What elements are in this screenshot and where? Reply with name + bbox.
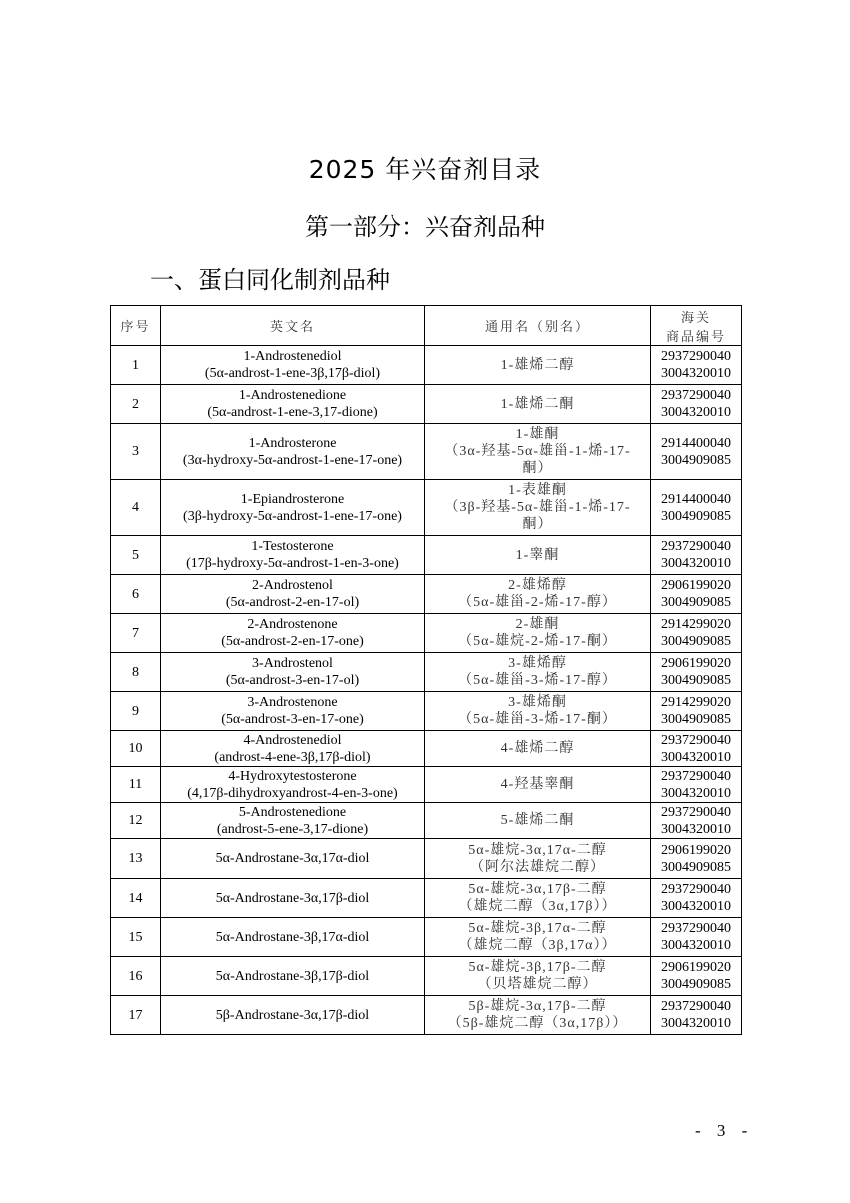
common-name-cell [425, 839, 651, 879]
english-name-cell-line: 5-Androstenedione [238, 804, 347, 820]
serial-number-cell: 8 [111, 653, 161, 692]
common-name-cell-line: 5β-雄烷-3α,17β-二醇 [468, 999, 607, 1014]
common-name-cell-line: 2-雄烯醇 [508, 578, 567, 593]
serial-number-cell: 4 [111, 480, 161, 536]
table-header-row [111, 306, 742, 346]
common-name-cell [425, 803, 651, 839]
english-name-cell-line: 5α-Androstane-3β,17α-diol [215, 929, 370, 945]
serial-number-cell: 7 [111, 614, 161, 653]
customs-code-cell-line: 2937290040 [661, 732, 731, 748]
english-name-cell [161, 839, 425, 879]
header-customs-code-line1: 海关 [680, 310, 711, 326]
customs-code-cell [651, 957, 742, 996]
english-name-cell-line: 1-Testosterone [251, 539, 334, 554]
english-name-cell [161, 957, 425, 996]
customs-code-cell [651, 839, 742, 879]
customs-code-cell [651, 385, 742, 424]
english-name-cell-line: (5α-androst-1-ene-3,17-dione) [207, 405, 378, 420]
table-row [111, 879, 742, 918]
customs-code-cell-line: 2937290040 [661, 999, 731, 1014]
customs-code-cell [651, 575, 742, 614]
header-common-name: 通用名（别名） [425, 306, 651, 346]
common-name-cell [425, 653, 651, 692]
english-name-cell-line: 3-Androstenone [247, 695, 338, 710]
stimulant-catalog-table [110, 305, 742, 1035]
customs-code-cell-line: 2937290040 [661, 349, 731, 364]
english-name-cell-line: 5α-Androstane-3β,17β-diol [215, 968, 370, 984]
common-name-cell-line: 5α-雄烷-3β,17β-二醇 [468, 960, 607, 975]
english-name-cell [161, 879, 425, 918]
customs-code-cell-line: 3004320010 [661, 938, 731, 953]
english-name-cell [161, 653, 425, 692]
table-row [111, 731, 742, 767]
common-name-cell-line: 1-睾酮 [515, 547, 560, 563]
table-row [111, 692, 742, 731]
table-row [111, 536, 742, 575]
customs-code-cell-line: 2914400040 [661, 435, 731, 451]
customs-code-cell-line: 3004320010 [661, 405, 731, 420]
english-name-cell-line: 5α-Androstane-3α,17α-diol [215, 851, 370, 866]
header-serial-number: 序号 [111, 306, 161, 346]
common-name-cell-line: 2-雄酮 [515, 617, 560, 632]
customs-code-cell-line: 2937290040 [661, 768, 731, 784]
common-name-cell-line: 5α-雄烷-3β,17α-二醇 [468, 921, 607, 936]
table-row [111, 614, 742, 653]
table-body [111, 346, 742, 1035]
english-name-cell-line: (5α-androst-1-ene-3β,17β-diol) [204, 366, 381, 381]
customs-code-cell [651, 424, 742, 480]
common-name-cell-line: 1-雄烯二醇 [500, 357, 575, 373]
english-name-cell [161, 614, 425, 653]
english-name-cell-line: 1-Epiandrosterone [240, 491, 345, 507]
customs-code-cell [651, 731, 742, 767]
section-title: 一、蛋白同化制剂品种 [150, 266, 390, 294]
common-name-cell-line: 酮） [522, 517, 553, 532]
common-name-cell-line: 4-羟基睾酮 [500, 777, 575, 792]
serial-number-cell: 13 [111, 839, 161, 879]
customs-code-cell [651, 480, 742, 536]
customs-code-cell-line: 3004320010 [661, 821, 731, 837]
common-name-cell [425, 480, 651, 536]
english-name-cell-line: (5α-androst-3-en-17-one) [221, 712, 364, 727]
english-name-cell-line: 5α-Androstane-3α,17β-diol [215, 890, 370, 906]
customs-code-cell-line: 2906199020 [661, 656, 731, 671]
serial-number-cell: 16 [111, 957, 161, 996]
customs-code-cell [651, 614, 742, 653]
common-name-cell [425, 879, 651, 918]
customs-code-cell-line: 2937290040 [661, 804, 731, 820]
customs-code-cell [651, 879, 742, 918]
table-row [111, 575, 742, 614]
customs-code-cell [651, 803, 742, 839]
english-name-cell-line: (5α-androst-2-en-17-one) [221, 634, 364, 649]
table-row [111, 653, 742, 692]
common-name-cell [425, 731, 651, 767]
customs-code-cell-line: 2906199020 [661, 842, 731, 858]
english-name-cell-line: (5α-androst-2-en-17-ol) [225, 595, 360, 610]
english-name-cell-line: (androst-5-ene-3,17-dione) [216, 821, 369, 837]
table-row [111, 424, 742, 480]
common-name-cell-line: 3-雄烯醇 [508, 656, 567, 671]
customs-code-cell-line: 3004909085 [661, 595, 731, 610]
common-name-cell-line: （雄烷二醇（3α,17β）） [458, 899, 617, 914]
customs-code-cell [651, 692, 742, 731]
common-name-cell-line: （5α-雄甾-3-烯-17-醇） [458, 673, 617, 688]
customs-code-cell [651, 653, 742, 692]
english-name-cell-line: (3α-hydroxy-5α-androst-1-ene-17-one) [182, 452, 403, 468]
serial-number-cell: 9 [111, 692, 161, 731]
common-name-cell [425, 692, 651, 731]
english-name-cell-line: 2-Androstenol [252, 578, 333, 593]
english-name-cell [161, 996, 425, 1035]
common-name-cell-line: （3β-羟基-5α-雄甾-1-烯-17- [444, 500, 631, 515]
customs-code-cell [651, 996, 742, 1035]
serial-number-cell: 2 [111, 385, 161, 424]
common-name-cell-line: （3α-羟基-5α-雄甾-1-烯-17- [444, 444, 631, 459]
common-name-cell-line: 1-表雄酮 [508, 483, 567, 498]
header-english-name: 英文名 [161, 306, 425, 346]
customs-code-cell-line: 3004320010 [661, 899, 731, 914]
table-row [111, 957, 742, 996]
customs-code-cell-line: 3004320010 [661, 556, 731, 571]
part-title: 第一部分：兴奋剂品种 [305, 213, 545, 241]
common-name-cell-line: 5α-雄烷-3α,17β-二醇 [468, 882, 607, 897]
common-name-cell-line: 5-雄烯二酮 [500, 813, 575, 828]
customs-code-cell-line: 3004320010 [661, 1016, 731, 1031]
table-row [111, 385, 742, 424]
english-name-cell-line: (3β-hydroxy-5α-androst-1-ene-17-one) [183, 508, 402, 524]
customs-code-cell-line: 3004909085 [661, 452, 731, 468]
table-row [111, 480, 742, 536]
customs-code-cell-line: 2914299020 [661, 617, 731, 632]
customs-code-cell-line: 3004320010 [661, 785, 731, 801]
common-name-cell-line: 1-雄烯二酮 [500, 396, 575, 412]
common-name-cell-line: 酮） [522, 461, 553, 476]
english-name-cell-line: 2-Androstenone [247, 617, 338, 632]
common-name-cell [425, 424, 651, 480]
serial-number-cell: 3 [111, 424, 161, 480]
customs-code-cell [651, 346, 742, 385]
english-name-cell-line: 4-Androstenediol [243, 732, 342, 748]
common-name-cell-line: （贝塔雄烷二醇） [477, 977, 598, 992]
page-number: - 3 - [695, 1121, 754, 1140]
common-name-cell-line: （雄烷二醇（3β,17α）） [458, 938, 617, 953]
common-name-cell-line: （5α-雄甾-2-烯-17-醇） [458, 595, 617, 610]
common-name-cell-line: （5α-雄甾-3-烯-17-酮） [458, 712, 617, 727]
table-row [111, 918, 742, 957]
common-name-cell [425, 385, 651, 424]
english-name-cell [161, 767, 425, 803]
customs-code-cell-line: 3004320010 [661, 749, 731, 765]
serial-number-cell: 14 [111, 879, 161, 918]
customs-code-cell-line: 3004909085 [661, 508, 731, 524]
customs-code-cell-line: 2937290040 [661, 539, 731, 554]
common-name-cell [425, 767, 651, 803]
serial-number-cell: 17 [111, 996, 161, 1035]
common-name-cell-line: （阿尔法雄烷二醇） [470, 859, 605, 875]
serial-number-cell: 10 [111, 731, 161, 767]
english-name-cell [161, 918, 425, 957]
english-name-cell-line: (5α-androst-3-en-17-ol) [225, 673, 360, 688]
english-name-cell [161, 480, 425, 536]
customs-code-cell-line: 3004909085 [661, 712, 731, 727]
table-row [111, 346, 742, 385]
customs-code-cell-line: 3004909085 [661, 634, 731, 649]
table-row [111, 996, 742, 1035]
customs-code-cell-line: 3004909085 [661, 977, 731, 992]
english-name-cell [161, 575, 425, 614]
english-name-cell-line: 5β-Androstane-3α,17β-diol [215, 1007, 370, 1023]
common-name-cell [425, 575, 651, 614]
document-title: 2025 年兴奋剂目录 [308, 155, 542, 184]
english-name-cell-line: 1-Androstenedione [238, 388, 347, 403]
serial-number-cell: 12 [111, 803, 161, 839]
customs-code-cell-line: 2937290040 [661, 388, 731, 403]
serial-number-cell: 1 [111, 346, 161, 385]
common-name-cell [425, 918, 651, 957]
english-name-cell [161, 731, 425, 767]
english-name-cell-line: 1-Androstenediol [243, 349, 342, 364]
customs-code-cell-line: 3004909085 [661, 859, 731, 875]
customs-code-cell-line: 3004320010 [661, 366, 731, 381]
common-name-cell [425, 346, 651, 385]
english-name-cell-line: 3-Androstenol [252, 656, 333, 671]
common-name-cell-line: 1-雄酮 [515, 427, 560, 442]
common-name-cell-line: （5α-雄烷-2-烯-17-酮） [458, 634, 617, 649]
customs-code-cell [651, 767, 742, 803]
customs-code-cell-line: 2937290040 [661, 921, 731, 936]
customs-code-cell-line: 3004909085 [661, 673, 731, 688]
customs-code-cell-line: 2906199020 [661, 960, 731, 975]
english-name-cell [161, 346, 425, 385]
customs-code-cell-line: 2914400040 [661, 491, 731, 507]
common-name-cell-line: 3-雄烯酮 [508, 695, 567, 710]
header-customs-code-line2: 商品编号 [665, 329, 726, 345]
common-name-cell [425, 957, 651, 996]
serial-number-cell: 6 [111, 575, 161, 614]
english-name-cell-line: (17β-hydroxy-5α-androst-1-en-3-one) [186, 556, 399, 571]
english-name-cell-line: (4,17β-dihydroxyandrost-4-en-3-one) [187, 785, 398, 801]
customs-code-cell-line: 2914299020 [661, 695, 731, 710]
english-name-cell-line: 1-Androsterone [248, 435, 337, 451]
english-name-cell-line: 4-Hydroxytestosterone [228, 768, 357, 784]
english-name-cell [161, 385, 425, 424]
table-row [111, 803, 742, 839]
serial-number-cell: 15 [111, 918, 161, 957]
common-name-cell [425, 614, 651, 653]
customs-code-cell [651, 918, 742, 957]
english-name-cell [161, 424, 425, 480]
customs-code-cell [651, 536, 742, 575]
english-name-cell [161, 536, 425, 575]
common-name-cell [425, 996, 651, 1035]
table-row [111, 839, 742, 879]
table-row [111, 767, 742, 803]
english-name-cell [161, 692, 425, 731]
customs-code-cell-line: 2906199020 [661, 578, 731, 593]
customs-code-cell-line: 2937290040 [661, 882, 731, 897]
header-customs-code [651, 306, 742, 346]
serial-number-cell: 5 [111, 536, 161, 575]
common-name-cell [425, 536, 651, 575]
common-name-cell-line: 5α-雄烷-3α,17α-二醇 [468, 842, 607, 858]
serial-number-cell: 11 [111, 767, 161, 803]
english-name-cell-line: (androst-4-ene-3β,17β-diol) [214, 749, 371, 765]
common-name-cell-line: 4-雄烯二醇 [500, 741, 575, 756]
common-name-cell-line: （5β-雄烷二醇（3α,17β）） [447, 1016, 628, 1031]
english-name-cell [161, 803, 425, 839]
